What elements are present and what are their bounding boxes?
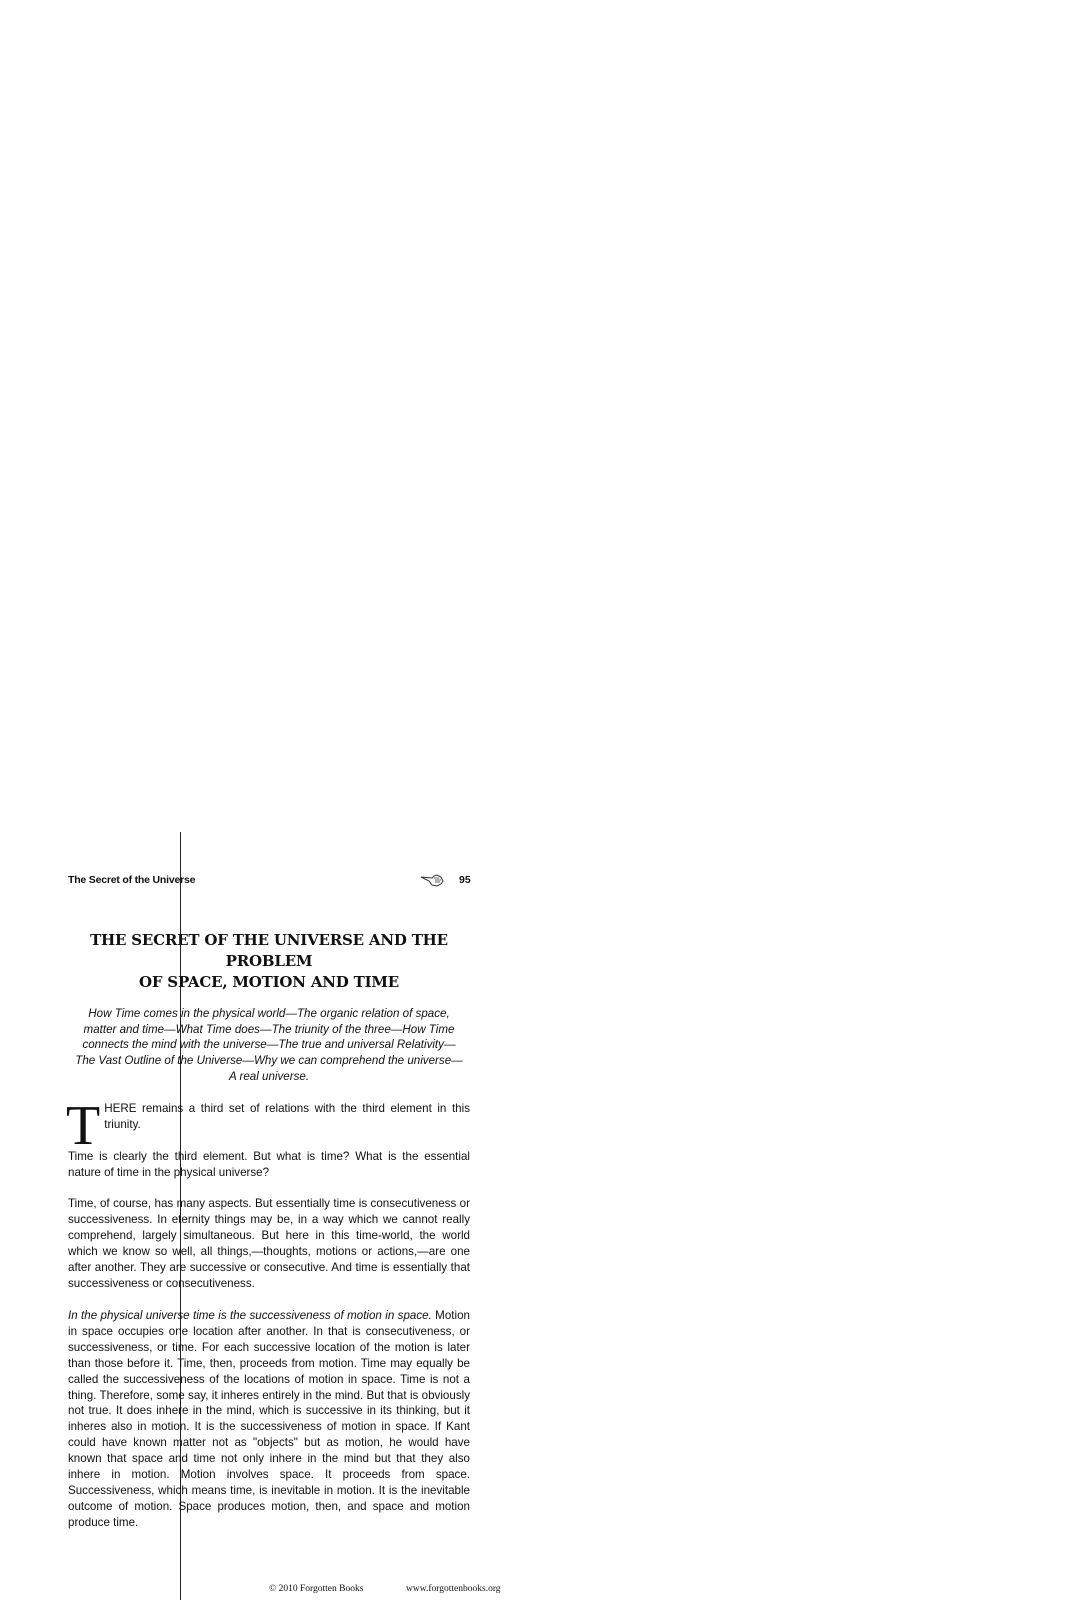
pointing-hand-icon (420, 872, 446, 888)
synopsis-line: connects the mind with the universe—The true and universal Relativity— (82, 1038, 456, 1052)
paragraph-4-italic-lead: In the physical universe time is the successiveness of motion in space. (68, 1309, 432, 1322)
synopsis-line: matter and time—What Time does—The triunity of the three—How Time (83, 1022, 455, 1036)
chapter-title-line-1: THE SECRET OF THE UNIVERSE AND THE PROBLEM (90, 931, 448, 970)
chapter-synopsis (68, 1006, 470, 1085)
paragraph-4-text: Motion in space occupies one location after another. In that is consecutiveness, or successiveness, or time. For each successive location of the motion is later than those before it. Time, then, proceeds from motion. Time may equally be called the successiveness of the locations of motion in space. Time is not a thing. Therefore, some say, it inheres entirely in the mind. But that is obviously not true. It does inhere in the mind, which is successive in its thinking, but it inheres also in motion. It is the successiveness of motion in space. If Kant could have known matter not as "objects" but as motion, he would have known that space and time not only inhere in the mind but that they also inhere in motion. Motion involves space. It proceeds from space. Successiveness, which means time, is inevitable in motion. It is the inevitable outcome of motion. Space produces motion, then, and space and motion produce time. (68, 1309, 470, 1529)
running-header-title: The Secret of the Universe (68, 874, 196, 886)
synopsis-line: A real universe. (228, 1069, 310, 1083)
synopsis-line: The Vast Outline of the Universe—Why we can comprehend the universe— (75, 1054, 463, 1068)
synopsis-line: How Time comes in the physical world—The organic relation of space, (88, 1007, 450, 1020)
paragraph-1 (66, 1095, 470, 1157)
chapter-title (68, 930, 470, 993)
paragraph-2: Time is clearly the third element. But what is time? What is the essential nature of time in the physical universe? (68, 1150, 470, 1179)
paragraph-3: Time, of course, has many aspects. But essentially time is consecutiveness or successiveness. In eternity things may be, in a way which we cannot really comprehend, largely simultaneous. But here in this time-world, the world which we know so well, all things,—thoughts, motions or actions,—are one after another. They are successive or consecutive. And time is essentially that successiveness or consecutiveness. (68, 1197, 470, 1290)
page-number: 95 (459, 874, 471, 886)
footer-copyright: © 2010 Forgotten Books (269, 1584, 364, 1594)
drop-cap: T (66, 1095, 101, 1157)
paragraph-4 (68, 1308, 470, 1531)
chapter-title-line-2: OF SPACE, MOTION AND TIME (138, 973, 400, 991)
paragraph-1-text: HERE remains a third set of relations with the third element in this triunity. (104, 1102, 470, 1131)
footer-url-link[interactable]: www.forgottenbooks.org (406, 1584, 501, 1594)
